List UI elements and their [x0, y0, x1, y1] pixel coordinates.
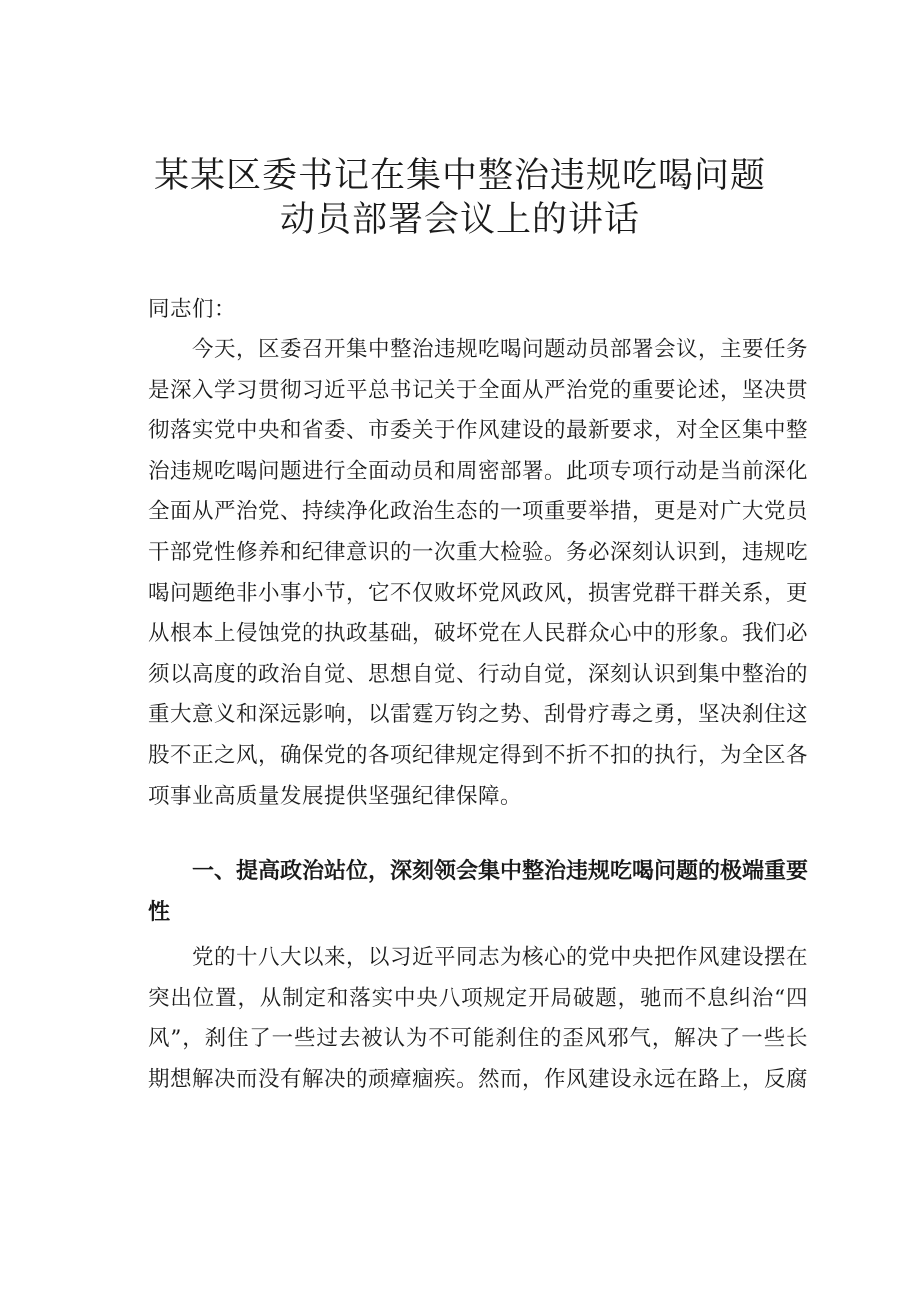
document-title-line-2: 动员部署会议上的讲话: [279, 200, 640, 240]
document-title-line-1: 某某区委书记在集中整治违规吃喝问题: [153, 156, 766, 196]
section-heading-1: 一、提高政治站位，深刻领会集中整治违规吃喝问题的极端重要性: [148, 859, 809, 925]
body-paragraph-2: 党的十八大以来，以习近平同志为核心的党中央把作风建设摆在突出位置，从制定和落实中央八项规定开局破题，驰而不息纠治“四风”，刹住了一些过去被认为不可能刹住的歪风邪气，解决了一些长期想解决而没有解决的顽瘴痼疾。然而，作风建设永远在路上，反腐: [148, 945, 809, 1092]
salutation: 同志们：: [148, 297, 237, 322]
body-paragraph-1: 今天，区委召开集中整治违规吃喝问题动员部署会议，主要任务是深入学习贯彻习近平总书记关于全面从严治党的重要论述，坚决贯彻落实党中央和省委、市委关于作风建设的最新要求，对全区集中整治违规吃喝问题进行全面动员和周密部署。此项专项行动是当前深化全面从严治党、持续净化政治生态的一项重要举措，更是对广大党员干部党性修养和纪律意识的一次重大检验。务必深刻认识到，违规吃喝问题绝非小事小节，它不仅败坏党风政风，损害党群干群关系，更从根本上侵蚀党的执政基础，破坏党在人民群众心中的形象。我们必须以高度的政治自觉、思想自觉、行动自觉，深刻认识到集中整治的重大意义和深远影响，以雷霆万钧之势、刮骨疗毒之勇，坚决刹住这股不正之风，确保党的各项纪律规定得到不折不扣的执行，为全区各项事业高质量发展提供坚强纪律保障。: [148, 337, 809, 809]
